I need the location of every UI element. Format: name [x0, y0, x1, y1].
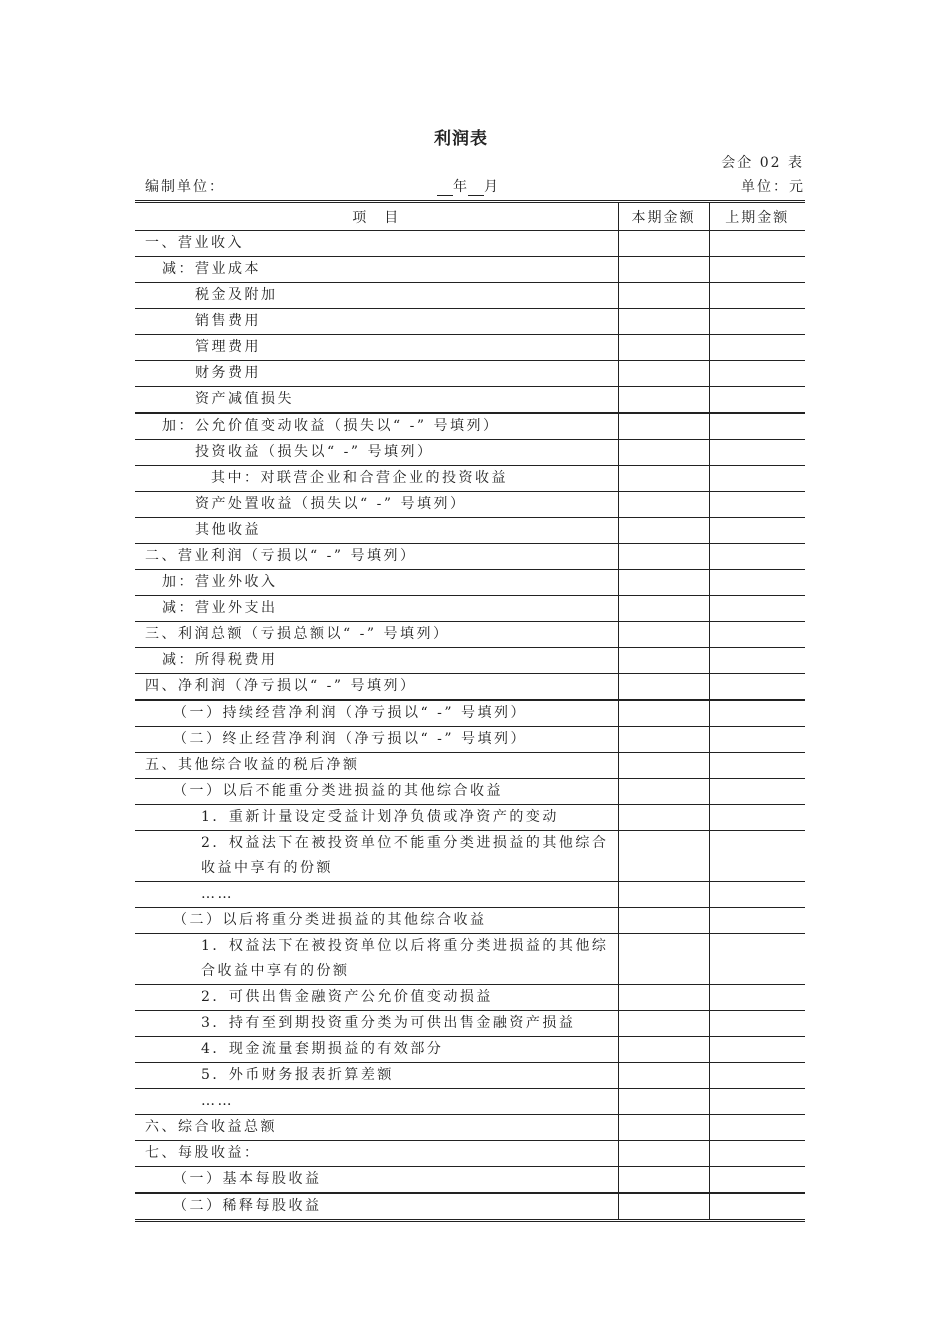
- table-row: [135, 1141, 805, 1167]
- form-number: 会企 02 表: [721, 155, 804, 171]
- row-label: 五、其他综合收益的税后净额: [145, 757, 360, 773]
- current-amount-cell[interactable]: [618, 727, 709, 753]
- current-amount-cell[interactable]: [618, 1089, 709, 1115]
- current-amount-cell[interactable]: [618, 257, 709, 283]
- row-label: 3．持有至到期投资重分类为可供出售金融资产损益: [201, 1015, 576, 1031]
- table-row: [135, 1115, 805, 1141]
- prior-amount-cell[interactable]: [709, 1089, 805, 1115]
- current-amount-cell[interactable]: [618, 335, 709, 361]
- row-label: ……: [201, 1093, 234, 1109]
- row-label: 2．权益法下在被投资单位不能重分类进损益的其他综合收益中享有的份额: [201, 835, 609, 876]
- prior-amount-cell[interactable]: [709, 544, 805, 570]
- prior-amount-cell[interactable]: [709, 674, 805, 701]
- table-row: [135, 570, 805, 596]
- table-row: [135, 309, 805, 335]
- current-amount-cell[interactable]: [618, 805, 709, 831]
- row-label: 5．外币财务报表折算差额: [201, 1067, 394, 1083]
- row-label: 减：营业成本: [162, 261, 261, 277]
- income-statement-table: [135, 200, 805, 1222]
- current-amount-cell[interactable]: [618, 1063, 709, 1089]
- current-amount-cell[interactable]: [618, 622, 709, 648]
- current-amount-cell[interactable]: [618, 466, 709, 492]
- row-label: （一）基本每股收益: [173, 1171, 322, 1187]
- table-row: [135, 466, 805, 492]
- row-label: （一）持续经营净利润（净亏损以“ -” 号填列）: [173, 705, 527, 721]
- current-amount-cell[interactable]: [618, 1141, 709, 1167]
- table-row: [135, 257, 805, 283]
- prior-amount-cell[interactable]: [709, 753, 805, 779]
- table-row: [135, 1089, 805, 1115]
- current-amount-cell[interactable]: [618, 1193, 709, 1221]
- row-label: 六、综合收益总额: [145, 1119, 277, 1135]
- row-label: 4．现金流量套期损益的有效部分: [201, 1041, 444, 1057]
- table-row: [135, 674, 805, 701]
- table-row: [135, 727, 805, 753]
- prior-amount-cell[interactable]: [709, 831, 805, 882]
- year-blank: [437, 181, 453, 196]
- row-label: 七、每股收益：: [145, 1145, 261, 1161]
- table-row: [135, 1063, 805, 1089]
- prior-amount-cell[interactable]: [709, 1037, 805, 1063]
- row-label: 财务费用: [195, 365, 261, 381]
- prior-amount-cell[interactable]: [709, 361, 805, 387]
- prior-amount-cell[interactable]: [709, 985, 805, 1011]
- prior-amount-cell[interactable]: [709, 335, 805, 361]
- prior-amount-cell[interactable]: [709, 700, 805, 727]
- row-label: 加：公允价值变动收益（损失以“ -” 号填列）: [162, 418, 500, 434]
- table-row: [135, 283, 805, 309]
- prior-amount-cell[interactable]: [709, 779, 805, 805]
- prior-amount-cell[interactable]: [709, 908, 805, 934]
- column-header-current: 本期金额: [618, 202, 709, 231]
- header-meta: [145, 176, 805, 196]
- prior-amount-cell[interactable]: [709, 1115, 805, 1141]
- current-amount-cell[interactable]: [618, 387, 709, 414]
- table-row: [135, 831, 805, 882]
- prior-amount-cell[interactable]: [709, 231, 805, 257]
- prior-amount-cell[interactable]: [709, 805, 805, 831]
- row-label: 1．权益法下在被投资单位以后将重分类进损益的其他综合收益中享有的份额: [201, 938, 609, 979]
- prior-amount-cell[interactable]: [709, 596, 805, 622]
- table-row: [135, 231, 805, 257]
- table-row: [135, 596, 805, 622]
- row-label: 税金及附加: [195, 287, 278, 303]
- row-label: 二、营业利润（亏损以“ -” 号填列）: [145, 548, 417, 564]
- row-label: （二）以后将重分类进损益的其他综合收益: [173, 912, 487, 928]
- table-row: [135, 518, 805, 544]
- table-row: [135, 779, 805, 805]
- table-row: [135, 882, 805, 908]
- prior-amount-cell[interactable]: [709, 622, 805, 648]
- table-row: [135, 1037, 805, 1063]
- table-row: [135, 700, 805, 727]
- prior-amount-cell[interactable]: [709, 466, 805, 492]
- current-amount-cell[interactable]: [618, 753, 709, 779]
- table-header-row: [135, 202, 805, 231]
- row-label: （二）终止经营净利润（净亏损以“ -” 号填列）: [173, 731, 527, 747]
- row-label: 其中：对联营企业和合营企业的投资收益: [211, 470, 508, 486]
- current-amount-cell[interactable]: [618, 231, 709, 257]
- row-label: 资产减值损失: [195, 391, 294, 407]
- row-label: 减：营业外支出: [162, 600, 278, 616]
- row-label: 资产处置收益（损失以“ -” 号填列）: [195, 496, 467, 512]
- table-row: [135, 622, 805, 648]
- table-row: [135, 413, 805, 440]
- month-label: 月: [484, 179, 499, 195]
- prior-amount-cell[interactable]: [709, 1167, 805, 1194]
- table-row: [135, 908, 805, 934]
- table-row: [135, 753, 805, 779]
- current-amount-cell[interactable]: [618, 1011, 709, 1037]
- row-label: 销售费用: [195, 313, 261, 329]
- current-amount-cell[interactable]: [618, 1037, 709, 1063]
- row-label: （二）稀释每股收益: [173, 1198, 322, 1214]
- table-row: [135, 985, 805, 1011]
- prior-amount-cell[interactable]: [709, 882, 805, 908]
- current-amount-cell[interactable]: [618, 1115, 709, 1141]
- table-row: [135, 648, 805, 674]
- table-row: [135, 440, 805, 466]
- table-row: [135, 1193, 805, 1221]
- current-amount-cell[interactable]: [618, 648, 709, 674]
- prior-amount-cell[interactable]: [709, 413, 805, 440]
- prior-amount-cell[interactable]: [709, 309, 805, 335]
- row-label: （一）以后不能重分类进损益的其他综合收益: [173, 783, 503, 799]
- column-header-item: 项 目: [135, 202, 618, 231]
- prior-amount-cell[interactable]: [709, 648, 805, 674]
- prior-amount-cell[interactable]: [709, 1011, 805, 1037]
- row-label: 投资收益（损失以“ -” 号填列）: [195, 444, 434, 460]
- row-label: 四、净利润（净亏损以“ -” 号填列）: [145, 678, 417, 694]
- current-amount-cell[interactable]: [618, 779, 709, 805]
- preparing-unit-label: 编制单位：: [145, 179, 225, 195]
- prior-amount-cell[interactable]: [709, 492, 805, 518]
- row-label: 三、利润总额（亏损总额以“ -” 号填列）: [145, 626, 450, 642]
- current-amount-cell[interactable]: [618, 492, 709, 518]
- row-label: ……: [201, 886, 234, 902]
- row-label: 1．重新计量设定受益计划净负债或净资产的变动: [201, 809, 559, 825]
- current-amount-cell[interactable]: [618, 413, 709, 440]
- current-amount-cell[interactable]: [618, 674, 709, 701]
- current-amount-cell[interactable]: [618, 934, 709, 985]
- current-amount-cell[interactable]: [618, 518, 709, 544]
- table-row: [135, 492, 805, 518]
- table-row: [135, 387, 805, 414]
- current-amount-cell[interactable]: [618, 283, 709, 309]
- current-amount-cell[interactable]: [618, 1167, 709, 1194]
- prior-amount-cell[interactable]: [709, 727, 805, 753]
- current-amount-cell[interactable]: [618, 440, 709, 466]
- current-amount-cell[interactable]: [618, 831, 709, 882]
- report-period: [437, 176, 499, 196]
- current-amount-cell[interactable]: [618, 570, 709, 596]
- current-amount-cell[interactable]: [618, 544, 709, 570]
- current-amount-cell[interactable]: [618, 908, 709, 934]
- currency-unit: 单位：元: [741, 179, 805, 195]
- prior-amount-cell[interactable]: [709, 518, 805, 544]
- row-label: 减：所得税费用: [162, 652, 278, 668]
- month-blank: [468, 181, 484, 196]
- row-label: 其他收益: [195, 522, 261, 538]
- table-row: [135, 361, 805, 387]
- current-amount-cell[interactable]: [618, 985, 709, 1011]
- table-row: [135, 335, 805, 361]
- table-row: [135, 544, 805, 570]
- prior-amount-cell[interactable]: [709, 1141, 805, 1167]
- table-row: [135, 1167, 805, 1194]
- prior-amount-cell[interactable]: [709, 257, 805, 283]
- row-label: 管理费用: [195, 339, 261, 355]
- current-amount-cell[interactable]: [618, 700, 709, 727]
- row-label: 2．可供出售金融资产公允价值变动损益: [201, 989, 493, 1005]
- current-amount-cell[interactable]: [618, 361, 709, 387]
- prior-amount-cell[interactable]: [709, 283, 805, 309]
- current-amount-cell[interactable]: [618, 596, 709, 622]
- prior-amount-cell[interactable]: [709, 570, 805, 596]
- prior-amount-cell[interactable]: [709, 1063, 805, 1089]
- row-label: 加：营业外收入: [162, 574, 278, 590]
- table-row: [135, 1011, 805, 1037]
- current-amount-cell[interactable]: [618, 309, 709, 335]
- year-label: 年: [453, 179, 468, 195]
- column-header-prior: 上期金额: [709, 202, 805, 231]
- page-title: 利润表: [434, 129, 488, 149]
- table-row: [135, 805, 805, 831]
- prior-amount-cell[interactable]: [709, 440, 805, 466]
- table-row: [135, 934, 805, 985]
- prior-amount-cell[interactable]: [709, 387, 805, 414]
- prior-amount-cell[interactable]: [709, 934, 805, 985]
- current-amount-cell[interactable]: [618, 882, 709, 908]
- prior-amount-cell[interactable]: [709, 1193, 805, 1221]
- row-label: 一、营业收入: [145, 235, 244, 251]
